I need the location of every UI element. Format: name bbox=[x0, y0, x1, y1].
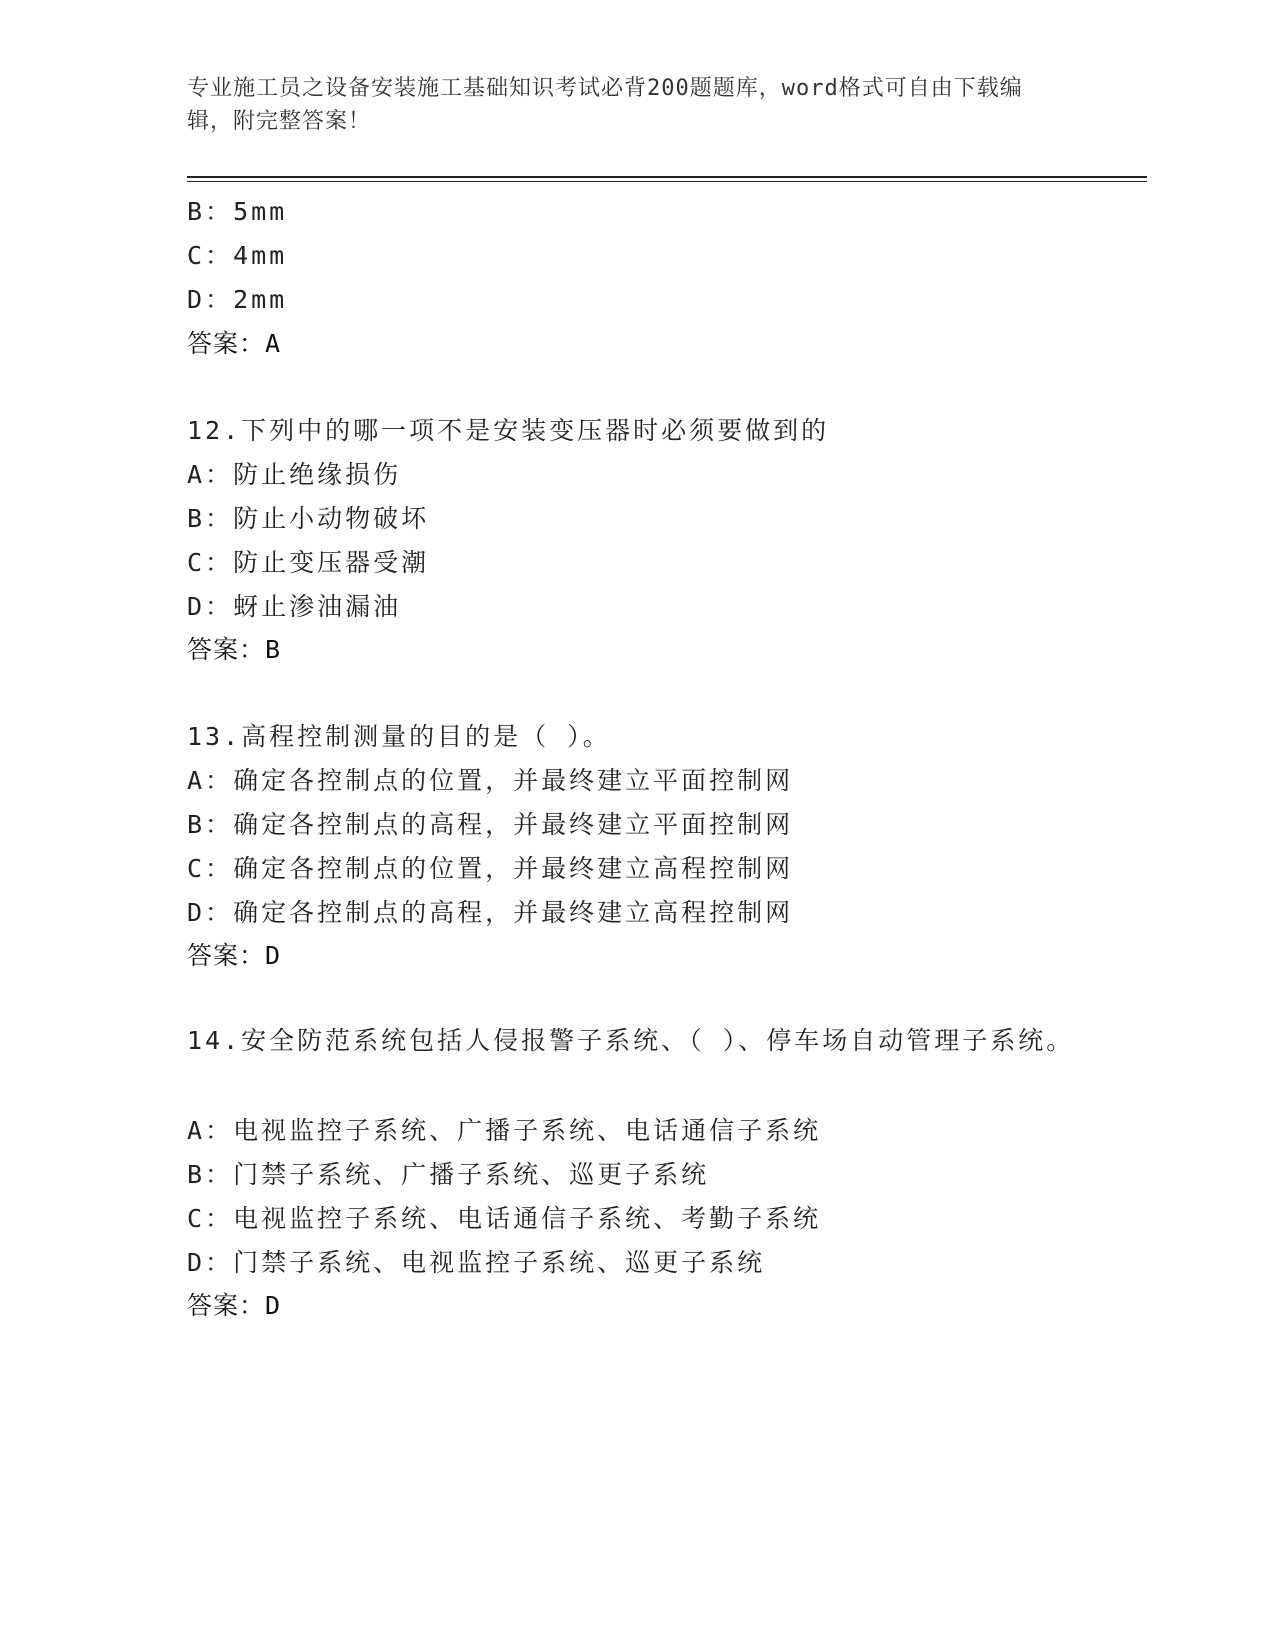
question-number: 13. bbox=[187, 722, 242, 751]
answer-line: 答案：D bbox=[187, 1291, 282, 1320]
option-text: 门禁子系统、广播子系统、巡更子系统 bbox=[233, 1160, 710, 1189]
option-a bbox=[187, 765, 793, 797]
option-text: 电视监控子系统、电话通信子系统、考勤子系统 bbox=[233, 1204, 822, 1233]
option-label: C： bbox=[187, 854, 234, 883]
option-label: A： bbox=[187, 460, 234, 489]
question-text: 下列中的哪一项不是安装变压器时必须要做到的 bbox=[241, 416, 830, 445]
question-number: 14. bbox=[187, 1026, 242, 1055]
question-text: 高程控制测量的目的是（ ）。 bbox=[241, 722, 611, 751]
option-text: 门禁子系统、电视监控子系统、巡更子系统 bbox=[233, 1248, 766, 1277]
option-text: 确定各控制点的位置，并最终建立平面控制网 bbox=[233, 766, 794, 795]
question-13 bbox=[187, 721, 611, 753]
option-label: C： bbox=[187, 1204, 234, 1233]
question-12 bbox=[187, 415, 829, 447]
answer-line: 答案：A bbox=[187, 329, 282, 358]
option-label: D： bbox=[187, 592, 234, 621]
answer-line: 答案：B bbox=[187, 635, 282, 664]
option-d bbox=[187, 897, 793, 929]
option-text: 防止绝缘损伤 bbox=[233, 460, 402, 489]
question-14 bbox=[187, 1018, 1087, 1064]
option-label: D： bbox=[187, 1248, 234, 1277]
answer-line: 答案：D bbox=[187, 941, 282, 970]
option-b bbox=[187, 809, 793, 841]
option-c bbox=[187, 547, 429, 579]
option-d bbox=[187, 591, 401, 623]
option-label: D： bbox=[187, 285, 234, 314]
option-c bbox=[187, 240, 287, 272]
option-text: 确定各控制点的高程，并最终建立高程控制网 bbox=[233, 898, 794, 927]
option-text: 蚜止渗油漏油 bbox=[233, 592, 402, 621]
option-d bbox=[187, 284, 287, 316]
option-label: B： bbox=[187, 1160, 234, 1189]
option-text: 4mm bbox=[233, 241, 288, 270]
option-text: 防止小动物破坏 bbox=[233, 504, 430, 533]
option-text: 5mm bbox=[233, 197, 288, 226]
option-label: B： bbox=[187, 197, 234, 226]
option-d bbox=[187, 1247, 765, 1279]
option-c bbox=[187, 853, 793, 885]
document-header-title: 专业施工员之设备安装施工基础知识考试必背200题题库，word格式可自由下载编辑，附完整答案！ bbox=[187, 76, 1023, 134]
option-text: 防止变压器受潮 bbox=[233, 548, 430, 577]
header-divider-thick bbox=[187, 176, 1147, 178]
option-label: C： bbox=[187, 241, 234, 270]
option-label: B： bbox=[187, 810, 234, 839]
option-label: A： bbox=[187, 1116, 234, 1145]
option-label: B： bbox=[187, 504, 234, 533]
option-text: 确定各控制点的位置，并最终建立高程控制网 bbox=[233, 854, 794, 883]
question-text: 安全防范系统包括人侵报警子系统、（ ）、停车场自动管理子系统。 bbox=[241, 1026, 1075, 1055]
question-number: 12. bbox=[187, 416, 242, 445]
option-b bbox=[187, 1159, 709, 1191]
option-c bbox=[187, 1203, 821, 1235]
option-text: 电视监控子系统、广播子系统、电话通信子系统 bbox=[233, 1116, 822, 1145]
header-divider-thin bbox=[187, 181, 1147, 182]
option-text: 2mm bbox=[233, 285, 288, 314]
option-label: D： bbox=[187, 898, 234, 927]
option-b bbox=[187, 503, 429, 535]
option-text: 确定各控制点的高程，并最终建立平面控制网 bbox=[233, 810, 794, 839]
option-b bbox=[187, 196, 287, 228]
option-a bbox=[187, 1115, 821, 1147]
option-label: A： bbox=[187, 766, 234, 795]
option-a bbox=[187, 459, 401, 491]
option-label: C： bbox=[187, 548, 234, 577]
